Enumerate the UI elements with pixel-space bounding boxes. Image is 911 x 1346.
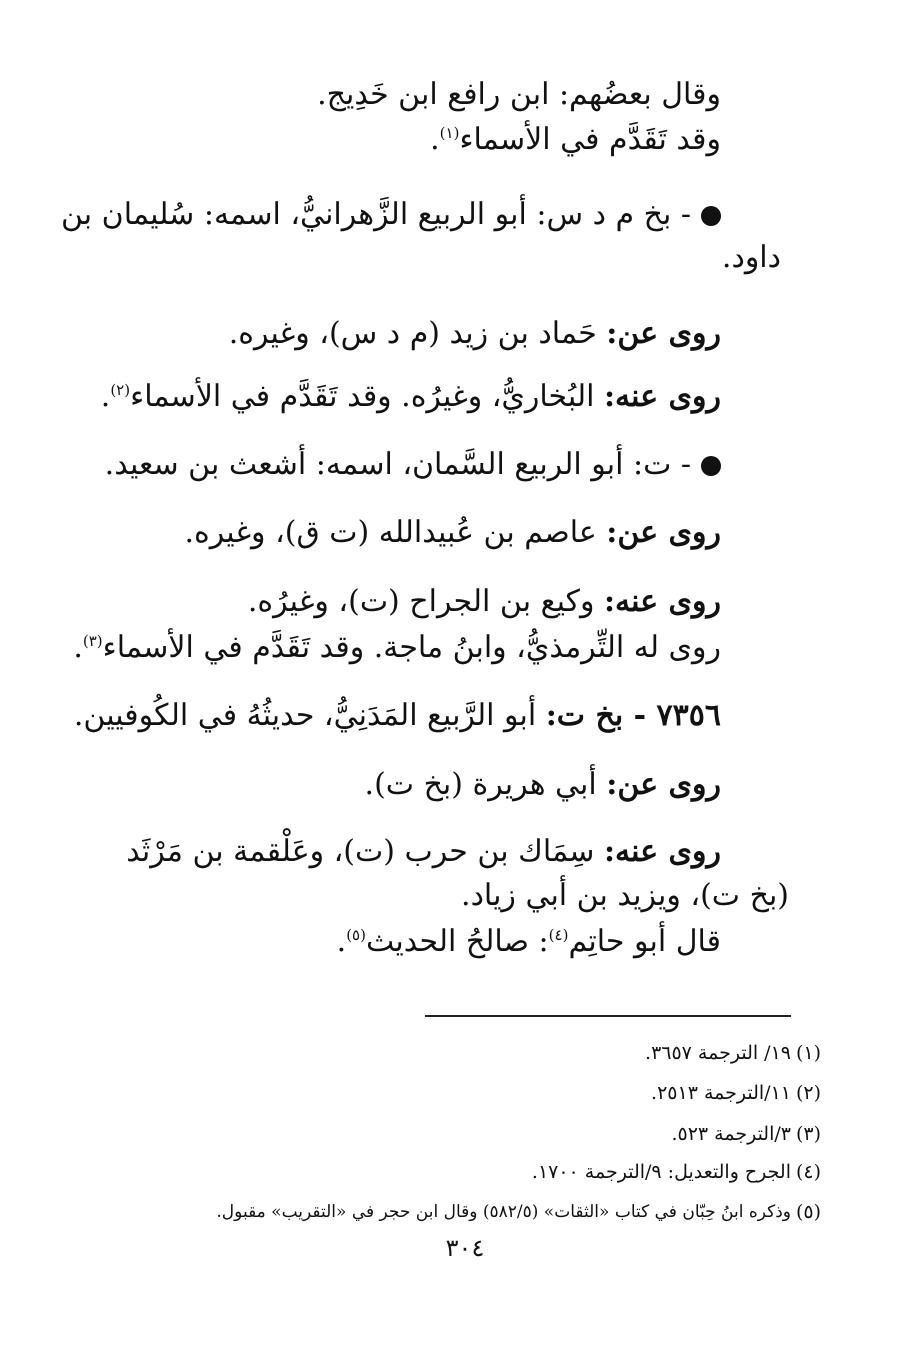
text-line (365, 765, 721, 805)
footnote-number: (١) (795, 1042, 821, 1064)
line-tail: . (73, 630, 83, 665)
text-line (126, 832, 721, 872)
line-text: عاصم بن عُبيدالله (ت ق)، وغيره. (184, 515, 607, 550)
line-text: حَماد بن زيد (م د س)، وغيره. (228, 316, 607, 351)
footnote-separator (425, 1015, 791, 1017)
line-text: - ت: أبو الربيع السَّمان، اسمه: أشعث بن سعيد. (104, 447, 691, 482)
footnote-number: (٣) (795, 1123, 821, 1145)
entry-bullet-icon (701, 456, 721, 476)
line-text: داود. (721, 240, 781, 275)
footnote-number: (٢) (795, 1082, 821, 1104)
text-line (430, 120, 721, 160)
line-text: قال أبو حاتِم (568, 924, 721, 959)
footnote-text: ٣/الترجمة ٥٢٣. (671, 1123, 791, 1145)
text-line (229, 314, 721, 354)
text-line (185, 513, 722, 553)
line-tail: . (100, 379, 111, 414)
line-text: وكيع بن الجراح (ت)، وغيرُه. (247, 584, 604, 619)
entry-heading (105, 445, 721, 485)
entry-heading (61, 195, 721, 235)
page-number: ٣٠٤ (445, 1234, 485, 1262)
text-line (73, 628, 721, 668)
line-tail: . (430, 122, 440, 157)
footnote-ref: (١) (439, 124, 460, 142)
line-text: وقال بعضُهم: ابن رافع ابن خَدِيج. (317, 77, 721, 112)
footnote-ref: (٥) (346, 926, 366, 944)
line-label: روى عن: (606, 515, 721, 550)
line-label: روى عن: (606, 767, 721, 802)
text-line (461, 876, 789, 916)
entry-number: ٧٣٥٦ - بخ ت: (545, 698, 721, 733)
entry-heading (74, 696, 721, 736)
line-label: روى عنه: (603, 584, 721, 619)
line-text: أبو الرَّبيع المَدَنِيُّ، حديثُهُ في الكُوفيين. (73, 698, 546, 733)
footnote-text: وذكره ابنُ حِبّان في كتاب «الثقات» (٥٨٢/٥) وقال ابن حجر في «التقريب» مقبول. (216, 1202, 791, 1222)
footnote-text: ١١/الترجمة ٢٥١٣. (651, 1082, 791, 1104)
line-text: سِمَاك بن حرب (ت)، وعَلْقمة بن مَرْثَد (126, 834, 604, 869)
line-text: : صالحُ الحديث (365, 924, 549, 959)
line-text: وقد تَقَدَّم في الأسماء (459, 122, 721, 157)
text-line (248, 582, 721, 622)
line-tail: . (336, 924, 347, 959)
entry-bullet-icon (701, 206, 721, 226)
line-text: روى له التِّرمذيُّ، وابنُ ماجة. وقد تَقَدَّم في الأسماء (102, 630, 721, 665)
line-text: - بخ م د س: أبو الربيع الزَّهرانيُّ، اسمه: سُليمان بن (60, 197, 691, 232)
footnote-number: (٥) (795, 1201, 821, 1223)
text-line (101, 377, 721, 417)
footnote-ref: (٣) (82, 632, 103, 650)
footnote-number: (٤) (795, 1161, 821, 1183)
line-text: أبي هريرة (بخ ت). (364, 767, 607, 802)
text-line (317, 75, 721, 115)
footnote-ref: (٢) (110, 381, 131, 399)
line-label: روى عن: (606, 316, 721, 351)
line-label: روى عنه: (603, 834, 721, 869)
text-line (722, 238, 781, 278)
line-text: البُخاريُّ، وغيرُه. وقد تَقَدَّم في الأسماء (130, 379, 604, 414)
line-label: روى عنه: (603, 379, 721, 414)
footnote-text: ١٩/ الترجمة ٣٦٥٧. (645, 1042, 791, 1064)
footnote-ref: (٤) (548, 926, 569, 944)
footnote-text: الجرح والتعديل: ٩/الترجمة ١٧٠٠. (531, 1161, 791, 1183)
text-line (337, 922, 721, 962)
line-text: (بخ ت)، ويزيد بن أبي زياد. (461, 878, 789, 913)
